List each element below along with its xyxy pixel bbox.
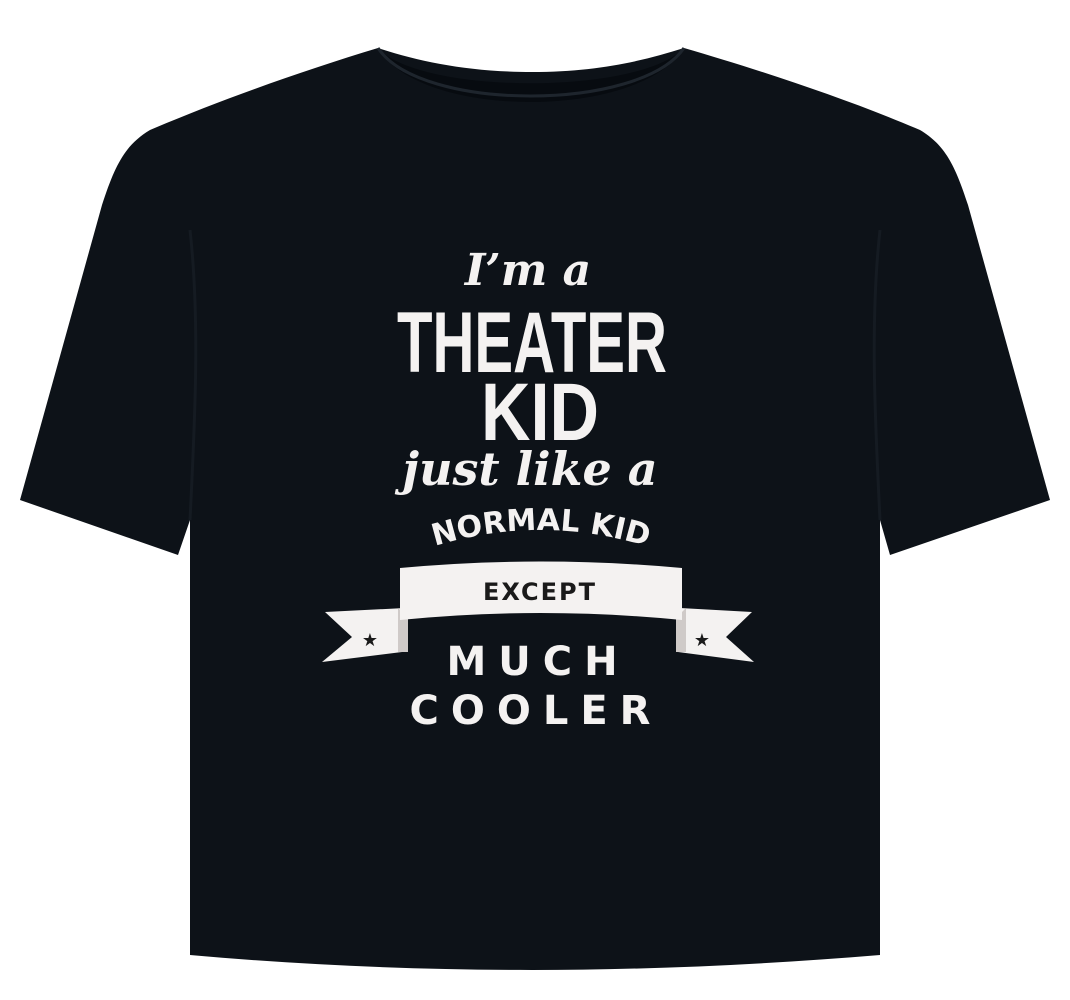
banner-except: EXCEPT — [482, 578, 598, 606]
line-theater: THEATER — [397, 295, 667, 391]
line-cooler: COOLER — [409, 688, 663, 734]
line-im-a: I’m a — [464, 245, 592, 296]
line-much: MUCH — [446, 639, 630, 685]
star-left-icon: ★ — [361, 630, 379, 651]
line-just-like-a: just like a — [402, 442, 658, 496]
line-kid: KID — [481, 367, 599, 458]
arc-normal-kid: NORMAL KID — [427, 502, 655, 554]
star-right-icon: ★ — [693, 630, 711, 651]
